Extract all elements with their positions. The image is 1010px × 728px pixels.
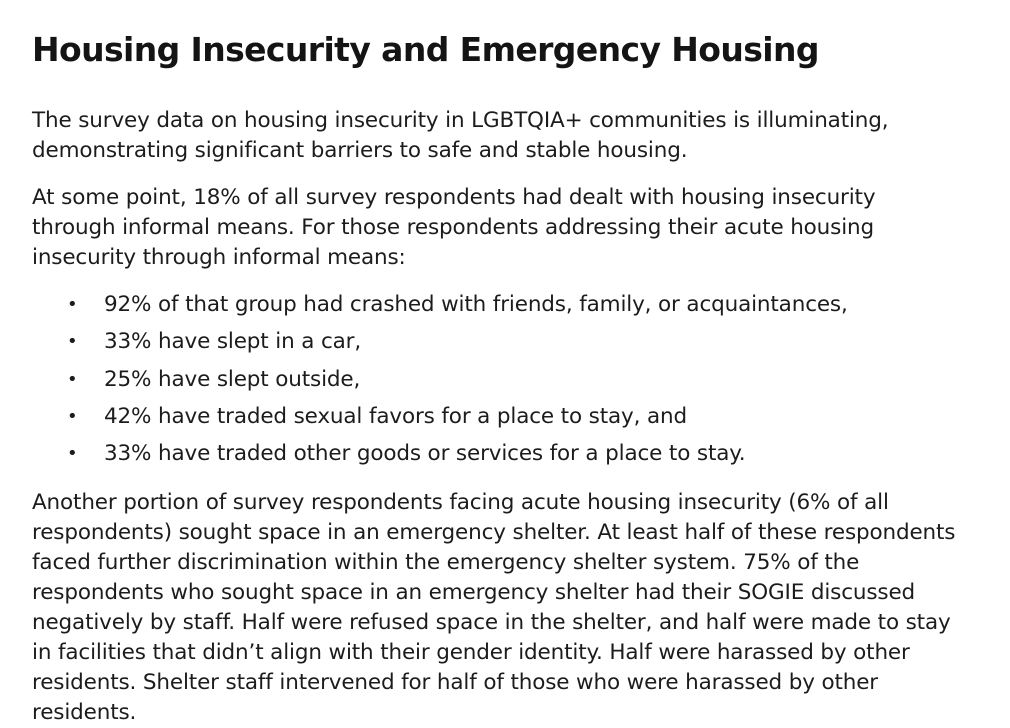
intro-paragraph: The survey data on housing insecurity in LGBTQIA+ communities is illuminating, demonstrating significant barriers to safe and stable housing. (32, 108, 889, 163)
list-item (32, 402, 848, 439)
list-item-text: 33% have traded other goods or services for a place to stay. (104, 441, 746, 467)
bullet-icon: • (67, 405, 78, 427)
informal-means-paragraph: At some point, 18% of all survey respondents had dealt with housing insecurity through informal means. For those respondents addressing their acute housing insecurity through informal means: (32, 185, 876, 270)
bullet-icon: • (67, 294, 78, 315)
emergency-shelter-paragraph: Another portion of survey respondents facing acute housing insecurity (6% of all respondents) sought space in an emergency shelter. At least half of these respondents faced further discrimination within the emergency shelter system. 75% of the respondents who sought space in an emergency shelter had their SOGIE discussed negatively by staff. Half were refused space in the shelter, and half were made to stay in facilities that didn’t align with their gender identity. Half were harassed by other residents. Shelter staff intervened for half of those who were harassed by other residents. (32, 490, 956, 725)
list-item (32, 365, 848, 402)
informal-means-list (32, 290, 848, 476)
list-item-text: 33% have slept in a car, (104, 329, 362, 355)
list-item (32, 439, 848, 476)
list-item (32, 327, 848, 364)
list-item (32, 290, 848, 327)
list-item-text: 42% have traded sexual favors for a place to stay, and (104, 403, 687, 429)
list-item-text: 25% have slept outside, (104, 366, 361, 392)
section-heading: Housing Insecurity and Emergency Housing (32, 30, 819, 69)
bullet-icon: • (67, 368, 78, 390)
list-item-text: 92% of that group had crashed with friends, family, or acquaintances, (104, 292, 848, 317)
bullet-icon: • (67, 443, 78, 465)
bullet-icon: • (67, 331, 78, 353)
